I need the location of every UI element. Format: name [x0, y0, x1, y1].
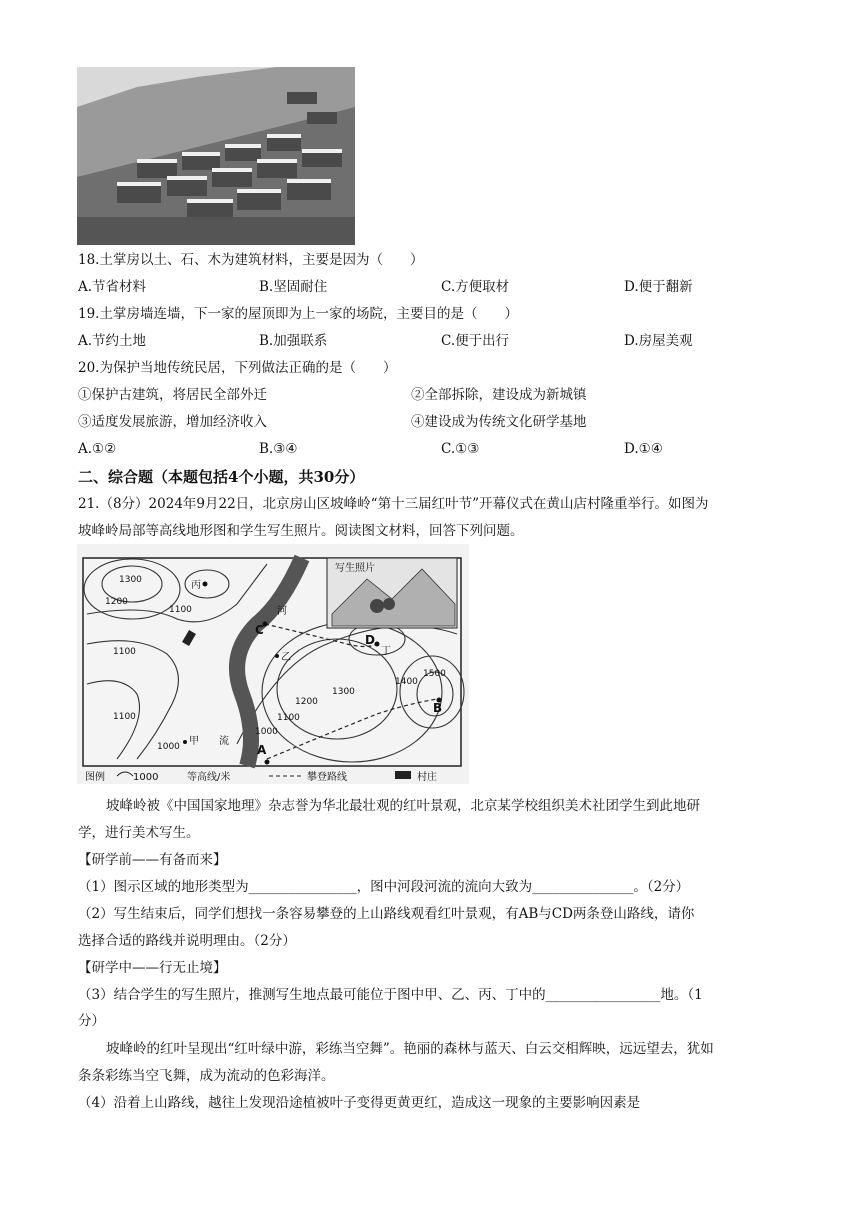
contour-label-1100-a: 1100 [169, 605, 192, 615]
legend-contour-value: 1000 [133, 772, 159, 783]
point-b: B [433, 701, 443, 715]
point-c: C [255, 623, 264, 637]
q20-option-a: A.①② [78, 441, 117, 457]
contour-label-1500: 1500 [423, 669, 446, 679]
q21-intro-line2: 坡峰岭局部等高线地形图和学生写生照片。阅读图文材料，回答下列问题。 [78, 523, 524, 539]
q19-option-d: D.房屋美观 [624, 333, 693, 349]
q21-intro-line1: 21.（8分）2024年9月22日，北京房山区坡峰岭“第十三届红叶节”开幕仪式在黄山店村隆重举行。如图为 [78, 496, 709, 512]
q18-option-a: A.节省材料 [78, 279, 147, 295]
q20-option-b: B.③④ [259, 441, 298, 457]
sub-question-2-line1: （2）写生结束后，同学们想找一条容易攀登的上山路线观看红叶景观，有AB与CD两条登山路线，请你 [78, 906, 695, 922]
q18-option-d: D.便于翻新 [624, 279, 693, 295]
legend-title: 图例 [85, 772, 105, 783]
contour-label-1200: 1200 [295, 697, 318, 707]
sub-question-3-line2: 分） [78, 1013, 105, 1029]
contour-label-1000-b: 1000 [255, 727, 278, 737]
q20-stem: 20.为保护当地传统民居，下列做法正确的是（ ） [78, 360, 397, 376]
q20-option-c: C.①③ [441, 441, 480, 457]
contour-label-1300: 1300 [119, 575, 142, 585]
q20-option-d: D.①④ [624, 441, 663, 457]
river-label: 河 [277, 606, 287, 617]
place-jia: 甲 [189, 736, 199, 747]
contour-label-1100-c: 1100 [113, 712, 136, 722]
q19-option-c: C.便于出行 [441, 333, 510, 349]
q20-item-1: ①保护古建筑，将居民全部外迁 [78, 387, 267, 403]
sub-question-1: （1）图示区域的地形类型为________________，图中河段河流的流向大致为_______________。（2分） [78, 879, 690, 895]
point-d: D [365, 633, 375, 647]
sub-question-3-line1: （3）结合学生的写生照片，推测写生地点最可能位于图中甲、乙、丙、丁中的_________________地。（1 [78, 987, 703, 1003]
during-header: 【研学中——行无止境】 [78, 960, 227, 976]
contour-label-1300: 1300 [332, 687, 355, 697]
q19-stem: 19.土掌房墙连墙，下一家的屋顶即为上一家的场院，主要目的是（ ） [78, 306, 518, 322]
inset-title: 写生照片 [335, 563, 375, 574]
stream-label: 流 [219, 736, 229, 747]
sub-question-2-line2: 选择合适的路线并说明理由。（2分） [78, 933, 296, 949]
material2-line1: 坡峰岭的红叶呈现出“红叶绿中游，彩练当空舞”。艳丽的森林与蓝天、白云交相辉映，远远望去，犹如 [106, 1041, 714, 1057]
section-heading: 二、综合题（本题包括4个小题，共30分） [78, 468, 365, 486]
q18-option-b: B.坚固耐住 [259, 279, 328, 295]
q20-item-4: ④建设成为传统文化研学基地 [411, 414, 587, 430]
point-a: A [257, 743, 267, 757]
before-header: 【研学前——有备而来】 [78, 852, 227, 868]
q18-option-c: C.方便取材 [441, 279, 510, 295]
place-bing: 丙 [191, 580, 201, 591]
contour-label-1400: 1400 [395, 677, 418, 687]
legend-village-text: 村庄 [417, 772, 437, 783]
material1-line1: 坡峰岭被《中国国家地理》杂志誉为华北最壮观的红叶景观，北京某学校组织美术社团学生到此地研 [106, 798, 700, 814]
q19-option-a: A.节约土地 [78, 333, 147, 349]
place-yi: 乙 [281, 652, 291, 663]
contour-map [77, 544, 469, 784]
place-ding: 丁 [381, 646, 391, 657]
legend-route-text: 攀登路线 [307, 772, 347, 783]
contour-label-1000-a: 1000 [157, 742, 180, 752]
q18-stem: 18.土掌房以土、石、木为建筑材料，主要是因为（ ） [78, 252, 424, 268]
q20-item-3: ③适度发展旅游，增加经济收入 [78, 414, 267, 430]
legend-contour-text: 等高线/米 [187, 772, 231, 783]
material1-line2: 学，进行美术写生。 [78, 825, 200, 841]
material2-line2: 条条彩练当空飞舞，成为流动的色彩海洋。 [78, 1068, 335, 1084]
contour-label-1100-d: 1100 [277, 713, 300, 723]
sub-question-4: （4）沿着上山路线，越往上发现沿途植被叶子变得更黄更红，造成这一现象的主要影响因素是 [78, 1095, 641, 1111]
contour-label-1100-b: 1100 [113, 647, 136, 657]
q20-item-2: ②全部拆除，建设成为新城镇 [411, 387, 587, 403]
q19-option-b: B.加强联系 [259, 333, 328, 349]
contour-label-1200: 1200 [105, 597, 128, 607]
earth-house-photo [77, 67, 355, 245]
